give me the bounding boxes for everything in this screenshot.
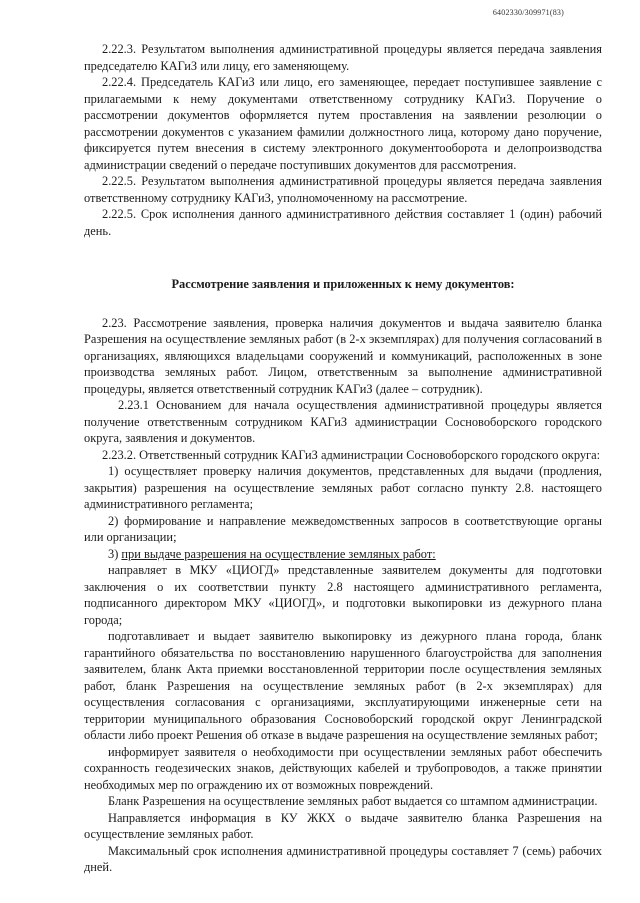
paragraph-2-22-4: 2.22.4. Председатель КАГиЗ или лицо, его заменяющее, передает поступившее заявление с прилагаемыми к нему документами ответственному сотруднику КАГиЗ. Поручение о рассмотрении документов оформляется путем проставления на заявлении резолюции о рассмотрении документов с указанием фамилии должностного лица, которому дано поручение, фиксируется путем внесения в систему электронного документооборота и делопроизводства администрации сведений о передаче поступивших документов для рассмотрения.: [84, 75, 602, 172]
paragraph-2-23: 2.23. Рассмотрение заявления, проверка наличия документов и выдача заявителю бланка Разрешения на осуществление земляных работ (в 2-х экземплярах) для получения согласований в организациях, являющихся владельцами сооружений и коммуникаций, расположенных в зоне производства земляных работ. Лицом, ответственным за выполнение административной процедуры, является ответственный сотрудник КАГиЗ (далее – сотрудник).: [84, 315, 602, 396]
paragraph-informiruet: информирует заявителя о необходимости при осуществлении земляных работ обеспечить сохранность геодезических знаков, действующих кабелей и трубопроводов, а также принятии необходимых мер по ограждению их от возможных повреждений.: [84, 744, 602, 792]
list-item-3: [84, 546, 602, 563]
paragraph-napravlyaet: направляет в МКУ «ЦИОГД» представленные заявителем документы для подготовки заключения о их соответствии пункту 2.8 настоящего административного регламента, подписанного директором МКУ «ЦИОГД», и подготовки выкопировки из дежурного плана города;: [84, 563, 602, 627]
list-item-3-prefix: 3): [108, 546, 122, 561]
paragraph-2-23-2: 2.23.2. Ответственный сотрудник КАГиЗ администрации Сосновоборского городского округа:: [102, 447, 601, 462]
document-id: 6402330/309971(83): [492, 8, 564, 17]
list-item-3-underlined: при выдаче разрешения на осуществление земляных работ:: [121, 546, 436, 561]
section-heading: Рассмотрение заявления и приложенных к нему документов:: [171, 277, 515, 291]
paragraph-2-22-5-term: 2.22.5. Срок исполнения данного административного действия составляет 1 (один) рабочий день.: [84, 207, 602, 238]
paragraph-napravlyaetsya: Направляется информация в КУ ЖКХ о выдаче заявителю бланка Разрешения на осуществление земляных работ.: [84, 810, 602, 841]
paragraph-podgotavlivaet: подготавливает и выдает заявителю выкопировку из дежурного плана города, бланк гарантийного обязательства по восстановлению нарушенного благоустройства для заполнения заявителем, бланк Акта приемки восстановленной территории после осуществления земляных работ, бланк Разрешения на осуществление земляных работ (в 2-х экземплярах) для осуществления согласования с организациями, эксплуатирующими инженерные сети на территории муниципального образования Сосновоборский городской округ Ленинградской области либо проект Решения об отказе в выдаче разрешения на осуществление земляных работ;: [84, 629, 602, 742]
paragraph-2-22-3: 2.22.3. Результатом выполнения административной процедуры является передача заявления председателю КАГиЗ или лицу, его заменяющему.: [84, 42, 602, 73]
paragraph-2-22-5-result: 2.22.5. Результатом выполнения административной процедуры является передача заявления ответственному сотруднику КАГиЗ, уполномоченному на рассмотрение.: [84, 174, 602, 205]
paragraph-srok: Максимальный срок исполнения административной процедуры составляет 7 (семь) рабочих дней.: [84, 843, 602, 874]
paragraph-2-23-1: 2.23.1 Основанием для начала осуществления административной процедуры является получение ответственным сотрудником КАГиЗ администрации Сосновоборского городского округа, заявления и документов.: [84, 398, 602, 445]
paragraph-blank: Бланк Разрешения на осуществление земляных работ выдается со штампом администрации.: [108, 794, 598, 808]
list-item-1: 1) осуществляет проверку наличия документов, представленных для выдачи (продления, закрытия) разрешения на осуществление земляных работ согласно пункту 2.8. настоящего административного регламента;: [84, 464, 602, 511]
document-body: [84, 41, 602, 876]
list-item-2: 2) формирование и направление межведомственных запросов в соответствующие органы или организации;: [84, 513, 602, 544]
